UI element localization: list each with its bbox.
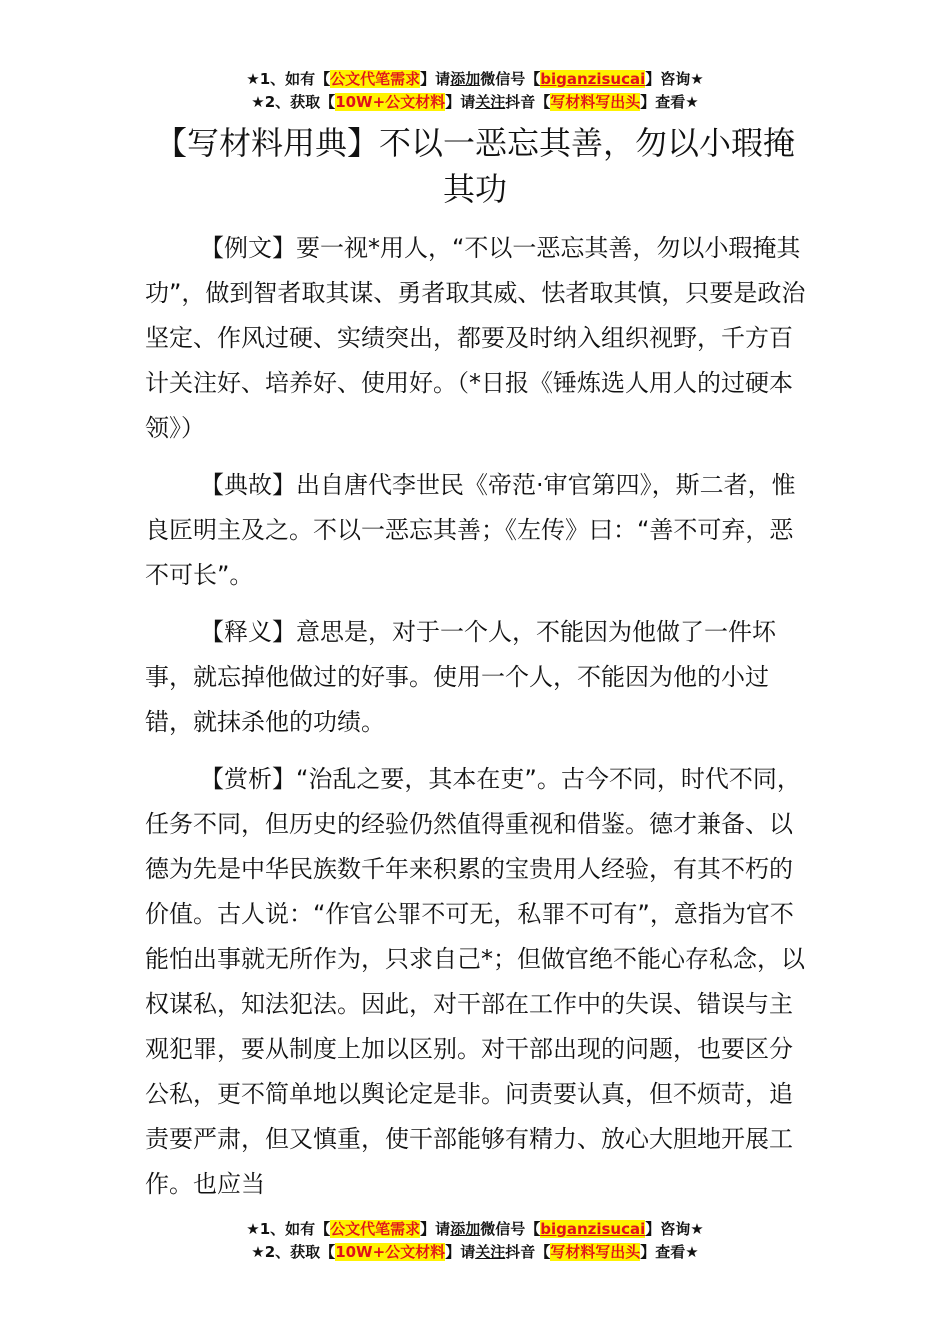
paragraph-text: 意思是，对于一个人，不能因为他做了一件坏事，就忘掉他做过的好事。使用一个人，不能因为他的小过错，就抹杀他的功绩。 — [145, 618, 776, 736]
banner-text: 】请 — [420, 70, 451, 88]
banner-text: 】请 — [445, 93, 476, 111]
header-banner — [0, 68, 950, 114]
underlined-text: 添加 — [450, 70, 481, 88]
highlight-service: 公文代笔需求 — [330, 1220, 421, 1238]
document-title: 【写材料用典】不以一恶忘其善，勿以小瑕掩其功 — [154, 124, 795, 208]
paragraph-text: “治乱之要，其本在吏”。古今不同，时代不同，任务不同，但历史的经验仍然值得重视和借鉴。德才兼备、以德为先是中华民族数千年来积累的宝贵用人经验，有其不朽的价值。古人说：“作官公罪不可无，私罪不可有”，意指为官不能怕出事就无所作为，只求自己*；但做官绝不能心存私念，以权谋私，知法犯法。因此，对干部在工作中的失误、错误与主观犯罪，要从制度上加以区别。对干部出现的问题，也要区分公私，更不简单地以舆论定是非。问责要认真，但不烦苛，追责要严肃，但又慎重，使干部能够有精力、放心大胆地开展工作。也应当 — [145, 765, 805, 1198]
douyin-account: 写材料写出头 — [550, 1243, 641, 1261]
banner-text: 】查看★ — [640, 1243, 699, 1261]
banner-text: 】咨询★ — [645, 70, 704, 88]
banner-text: ★2、获取【 — [251, 93, 336, 111]
footer-banner — [0, 1218, 950, 1264]
banner-text: 抖音【 — [505, 93, 551, 111]
banner-text: 】请 — [420, 1220, 451, 1238]
banner-text: 】请 — [445, 1243, 476, 1261]
paragraph-appreciation — [145, 757, 813, 1207]
banner-text: 抖音【 — [505, 1243, 551, 1261]
banner-text: ★1、如有【 — [246, 1220, 331, 1238]
paragraph-text: 要一视*用人，“不以一恶忘其善，勿以小瑕掩其功”，做到智者取其谋、勇者取其威、怯者取其慎，只要是政治坚定、作风过硬、实绩突出，都要及时纳入组织视野，千方百计关注好、培养好、使用好。（*日报《锤炼选人用人的过硬本领》） — [145, 234, 806, 442]
banner-line-2 — [0, 91, 950, 114]
paragraph-label: 【赏析】 — [200, 765, 296, 793]
banner-line-1 — [0, 68, 950, 91]
paragraph-label: 【例文】 — [200, 234, 296, 262]
banner-line-2 — [0, 1241, 950, 1264]
underlined-text: 关注 — [475, 93, 506, 111]
highlight-service: 公文代笔需求 — [330, 70, 421, 88]
underlined-text: 关注 — [475, 1243, 506, 1261]
paragraph-example — [145, 226, 813, 451]
banner-text: 微信号【 — [480, 70, 541, 88]
banner-text: ★2、获取【 — [251, 1243, 336, 1261]
paragraph-text: 出自唐代李世民《帝范·审官第四》，斯二者，惟良匠明主及之。不以一恶忘其善；《左传》曰：“善不可弃，恶不可长”。 — [145, 471, 796, 589]
banner-text: 微信号【 — [480, 1220, 541, 1238]
paragraph-allusion — [145, 463, 813, 598]
banner-text: 】查看★ — [640, 93, 699, 111]
banner-line-1 — [0, 1218, 950, 1241]
banner-text: 】咨询★ — [645, 1220, 704, 1238]
banner-text: ★1、如有【 — [246, 70, 331, 88]
paragraph-meaning — [145, 610, 813, 745]
document-body — [145, 226, 813, 1219]
highlight-materials: 10W+公文材料 — [335, 1243, 446, 1261]
paragraph-label: 【典故】 — [200, 471, 296, 499]
douyin-account: 写材料写出头 — [550, 93, 641, 111]
paragraph-label: 【释义】 — [200, 618, 296, 646]
highlight-materials: 10W+公文材料 — [335, 93, 446, 111]
wechat-id-link[interactable]: biganzisucai — [540, 1220, 646, 1238]
wechat-id-link[interactable]: biganzisucai — [540, 70, 646, 88]
underlined-text: 添加 — [450, 1220, 481, 1238]
